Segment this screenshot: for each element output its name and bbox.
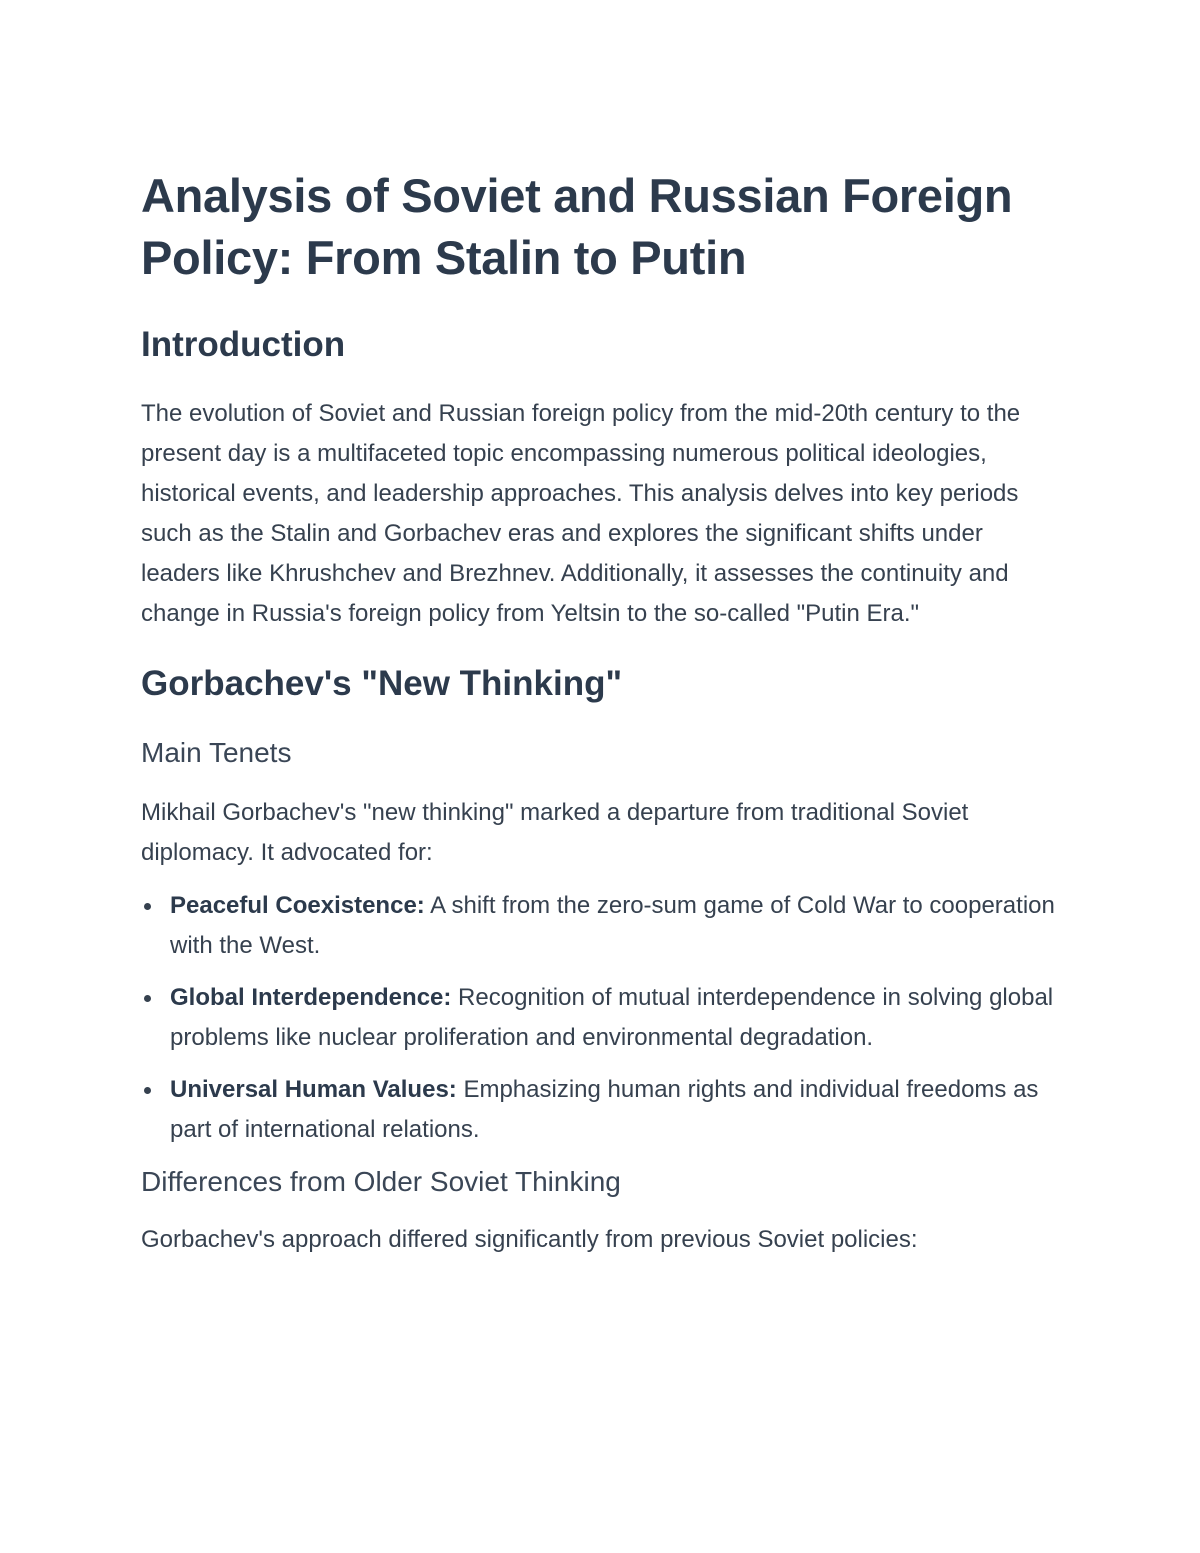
document-page — [141, 165, 1061, 1260]
new-thinking-heading: Gorbachev's "New Thinking" — [141, 664, 623, 703]
list-item — [141, 886, 1061, 966]
introduction-paragraph: The evolution of Soviet and Russian foreign policy from the mid-20th century to the present day is a multifaceted topic encompassing numerous political ideologies, historical events, and leadership approaches. This analysis delves into key periods such as the Stalin and Gorbachev eras and explores the significant shifts under leaders like Khrushchev and Brezhnev. Additionally, it assesses the continuity and change in Russia's foreign policy from Yeltsin to the so-called "Putin Era." — [141, 400, 1021, 627]
bullet-icon — [144, 995, 151, 1002]
list-item-text: A shift from the zero-sum game of Cold War to cooperation with the West. — [170, 892, 1055, 959]
list-item — [141, 1070, 1061, 1150]
list-item-term: Global Interdependence: — [170, 984, 452, 1011]
list-item-term: Universal Human Values: — [170, 1076, 457, 1103]
differences-paragraph: Gorbachev's approach differed significantly from previous Soviet policies: — [141, 1226, 918, 1253]
main-tenets-paragraph: Mikhail Gorbachev's "new thinking" marked a departure from traditional Soviet diplomacy. It advocated for: — [141, 799, 969, 866]
list-item — [141, 978, 1061, 1058]
list-item-text: Emphasizing human rights and individual freedoms as part of international relations. — [170, 1076, 1039, 1143]
list-item-term: Peaceful Coexistence: — [170, 892, 425, 919]
bullet-icon — [144, 903, 151, 910]
introduction-heading: Introduction — [141, 325, 346, 364]
differences-heading: Differences from Older Soviet Thinking — [141, 1166, 621, 1197]
tenets-list — [141, 886, 1061, 1150]
main-tenets-heading: Main Tenets — [141, 737, 292, 768]
list-item-text: Recognition of mutual interdependence in solving global problems like nuclear proliferation and environmental degradation. — [170, 984, 1054, 1051]
document-title: Analysis of Soviet and Russian Foreign Policy: From Stalin to Putin — [141, 169, 1013, 284]
bullet-icon — [144, 1087, 151, 1094]
